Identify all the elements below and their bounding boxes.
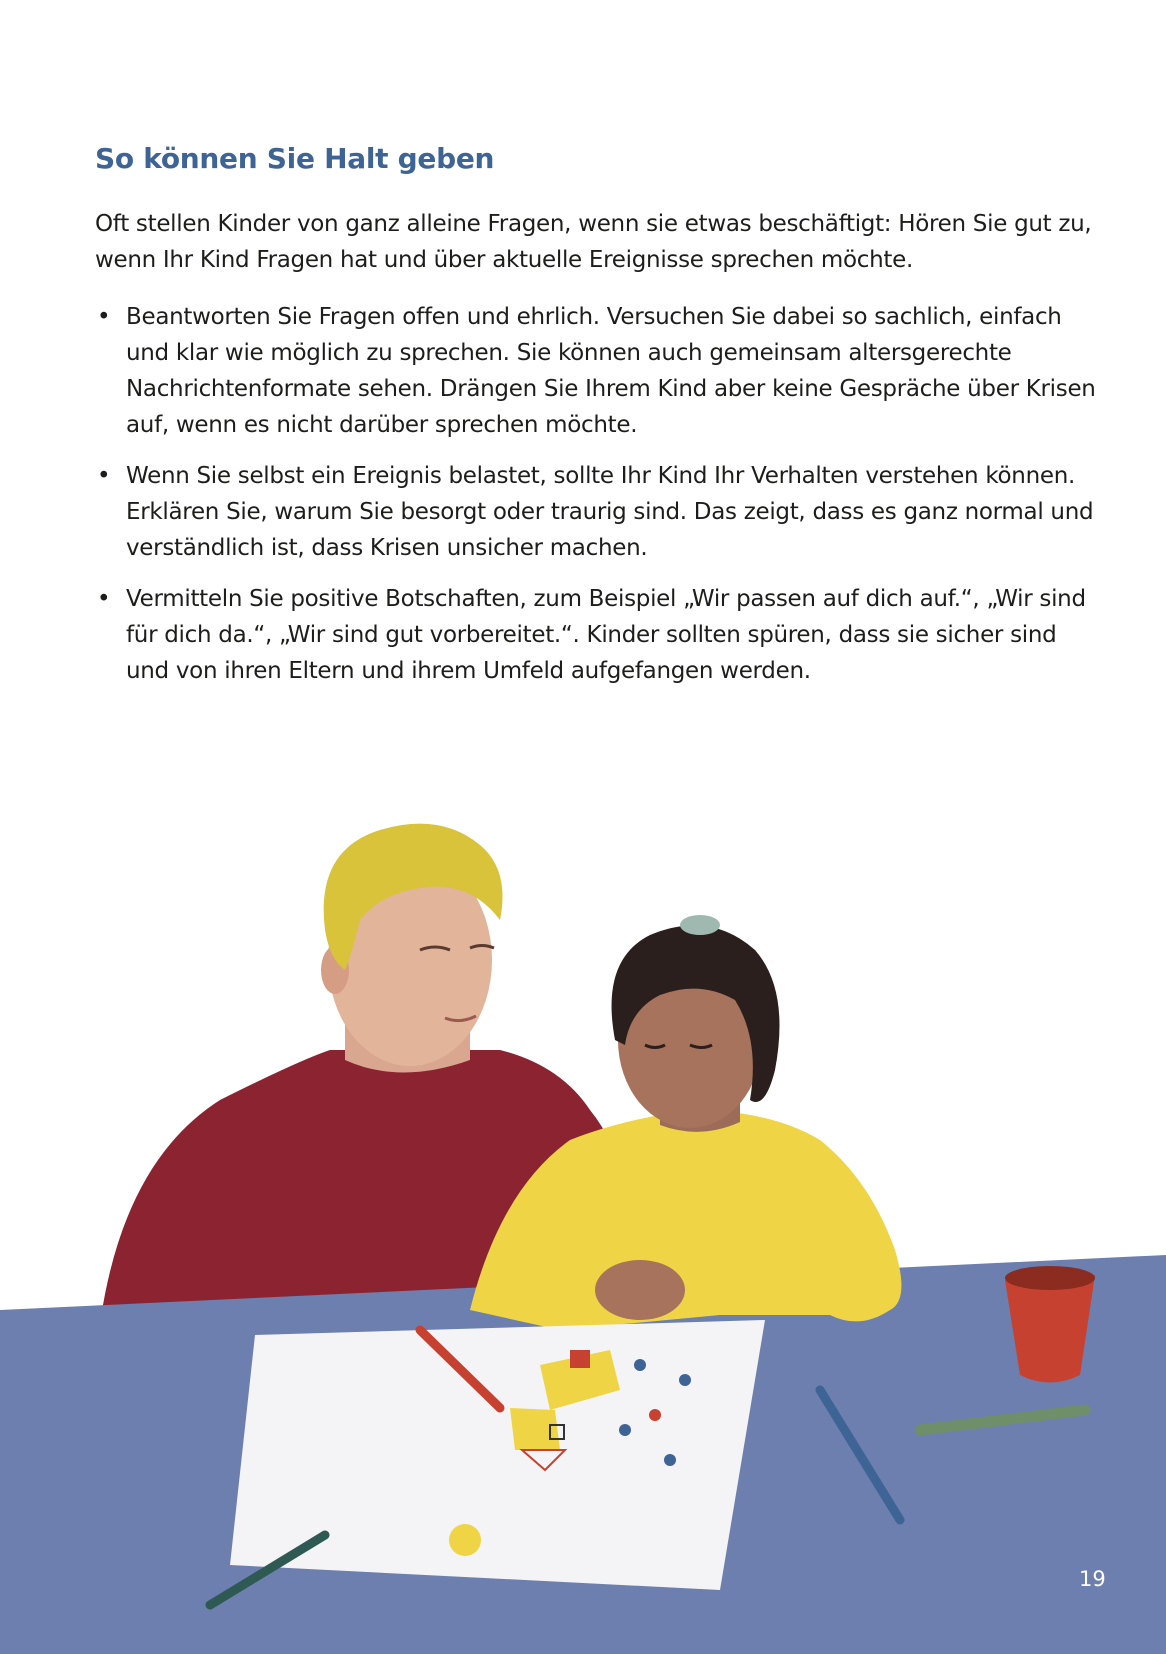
parent-child-drawing-illustration bbox=[0, 810, 1166, 1654]
list-item-text: Beantworten Sie Fragen offen und ehrlich. Versuchen Sie dabei so sachlich, einfach und klar wie möglich zu sprechen. Sie können auch gemeinsam altersgerechte Nachrichtenformate sehen. Drängen Sie Ihrem Kind aber keine Gespräche über Krisen auf, wenn es nicht darüber sprechen möchte. bbox=[126, 304, 1096, 438]
page-number: 19 bbox=[1079, 1567, 1106, 1591]
drawing-paper bbox=[230, 1320, 765, 1590]
list-item bbox=[95, 458, 1105, 566]
bullet-marker: • bbox=[97, 463, 111, 489]
intro-paragraph: Oft stellen Kinder von ganz alleine Fragen, wenn sie etwas beschäftigt: Hören Sie gut zu, wenn Ihr Kind Fragen hat und über aktuelle Ereignisse sprechen möchte. bbox=[95, 211, 1092, 273]
bullet-marker: • bbox=[97, 586, 111, 612]
list-item bbox=[95, 581, 1105, 689]
list-item-text: Wenn Sie selbst ein Ereignis belastet, sollte Ihr Kind Ihr Verhalten verstehen können. Erklären Sie, warum Sie besorgt oder traurig sind. Das zeigt, dass es ganz normal und verständlich ist, dass Krisen unsicher machen. bbox=[126, 463, 1094, 561]
list-item bbox=[95, 299, 1105, 443]
bullet-marker: • bbox=[97, 304, 111, 330]
list-item-text: Vermitteln Sie positive Botschaften, zum Beispiel „Wir passen auf dich auf.“, „Wir sind für dich da.“, „Wir sind gut vorbereitet.“. Kinder sollten spüren, dass sie sicher sind und von ihren Eltern und ihrem Umfeld aufgefangen werden. bbox=[126, 586, 1086, 684]
bullet-list bbox=[95, 299, 1105, 704]
page-heading: So können Sie Halt geben bbox=[95, 142, 495, 175]
